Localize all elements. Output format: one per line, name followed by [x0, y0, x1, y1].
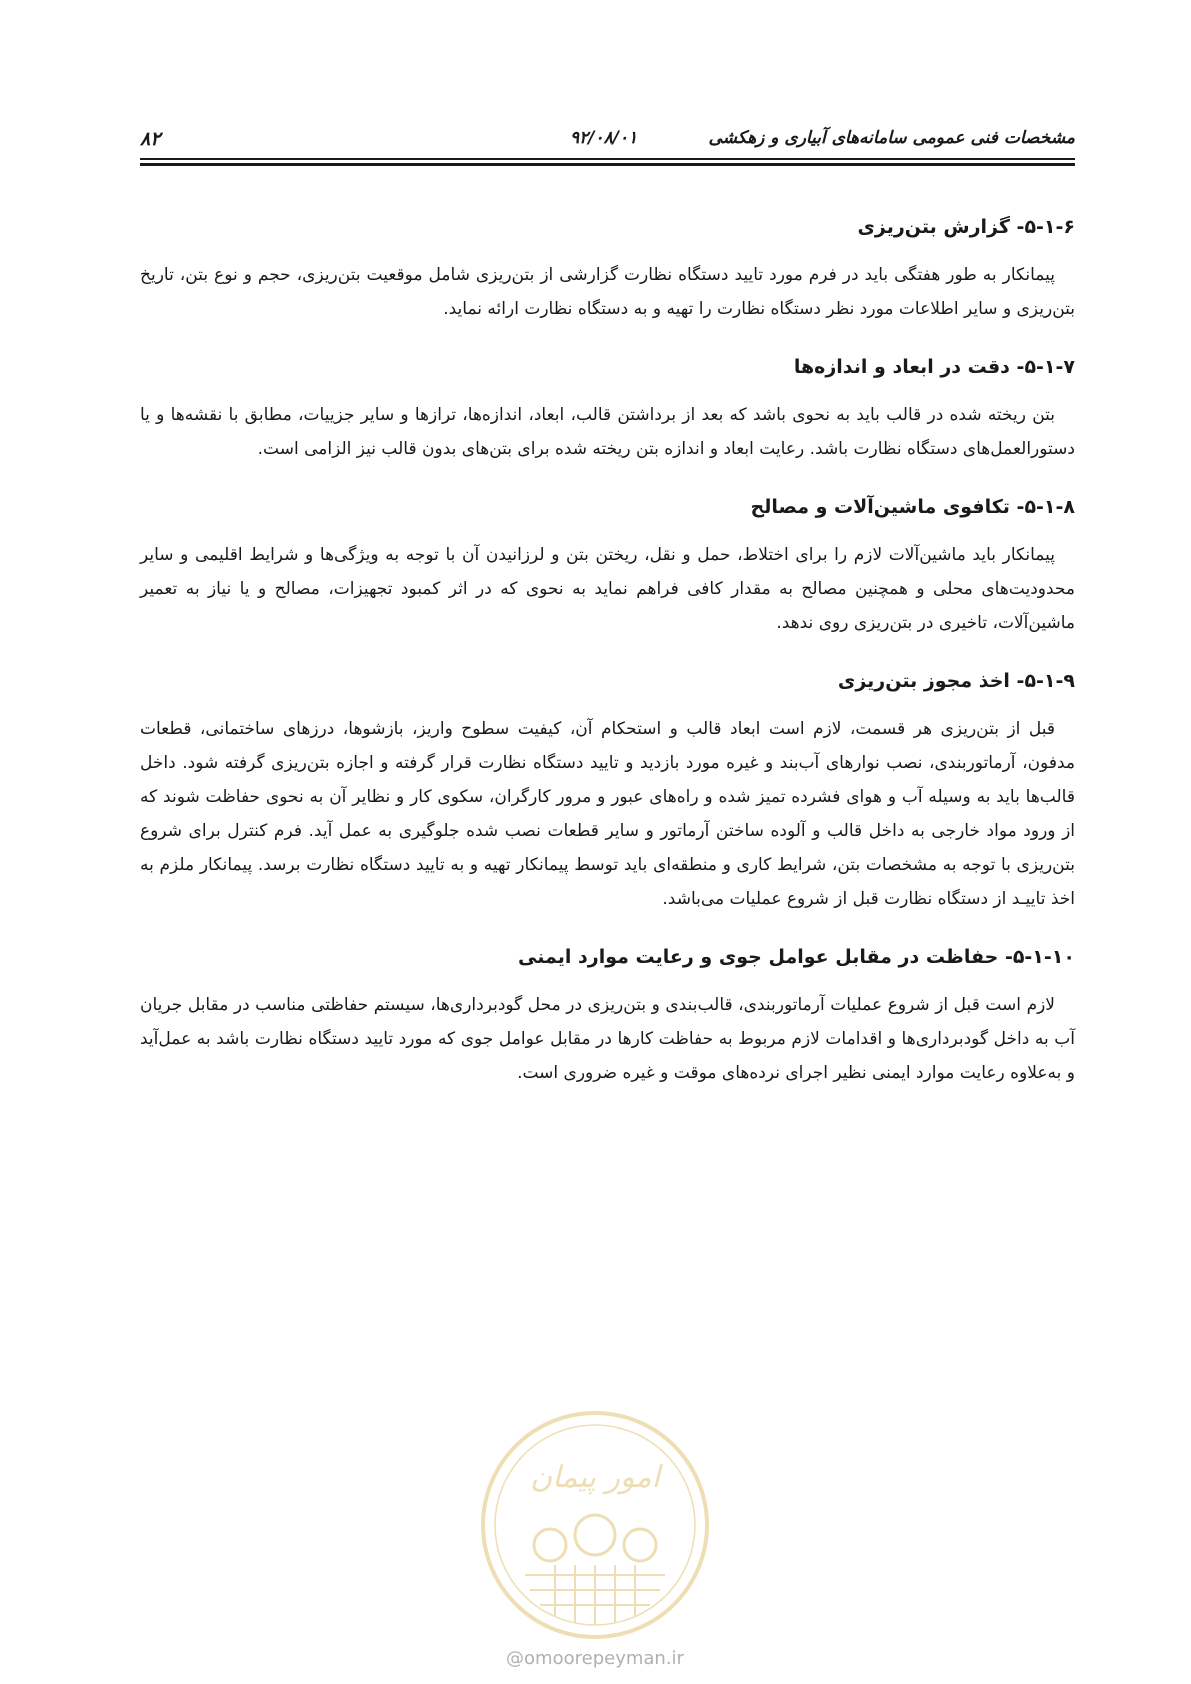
section-heading: ۵-۱-۹- اخذ مجوز بتن‌ریزی: [837, 670, 1075, 692]
section-paragraph: پیمانکار به طور هفتگی باید در فرم مورد تایید دستگاه نظارت گزارشی از بتن‌ریزی شامل موقعیت بتن‌ریزی، حجم و نوع بتن، تاریخ بتن‌ریزی و سایر اطلاعات مورد نظر دستگاه نظارت را تهیه و به دستگاه نظارت ارائه نماید.: [140, 265, 1075, 319]
header-rule-thin: [140, 158, 1075, 160]
watermark-url: @omoorepeyman.ir: [506, 1648, 684, 1669]
page-number: ۸۲: [140, 128, 161, 150]
seal-icon: [475, 1405, 715, 1645]
section-paragraph: بتن ریخته شده در قالب باید به نحوی باشد که بعد از برداشتن قالب، ابعاد، اندازه‌ها، ترازها و سایر جزییات، مطابق با نقشه‌ها و یا دستورالعمل‌های دستگاه نظارت باشد. رعایت ابعاد و اندازه بتن ریخته شده برای بتن‌های بدون قالب نیز الزامی است.: [140, 405, 1075, 459]
section-dimension-accuracy: [140, 350, 1075, 466]
section-pour-permit: [140, 664, 1075, 916]
header-date: ۹۲/۰۸/۰۱: [570, 128, 638, 148]
watermark-seal: [475, 1405, 715, 1645]
seal-text: امور پیمان: [530, 1460, 660, 1495]
header-rule-thick: [140, 163, 1075, 166]
section-paragraph: لازم است قبل از شروع عملیات آرماتوربندی، قالب‌بندی و بتن‌ریزی در محل گودبرداری‌ها، سیستم حفاظتی مناسب در مقابل جریان آب به داخل گودبرداری‌ها و اقدامات لازم مربوط به حفاظت کارها در مقابل عوامل جوی که مورد تایید دستگاه نظارت باشد به عمل‌آید و به‌علاوه رعایت موارد ایمنی نظیر اجرای نرده‌های موقت و غیره ضروری است.: [140, 995, 1075, 1083]
section-weather-safety: [140, 940, 1075, 1090]
running-title: مشخصات فنی عمومی سامانه‌های آبیاری و زهکشی: [708, 128, 1075, 148]
document-body: [140, 210, 1075, 1114]
section-concrete-report: [140, 210, 1075, 326]
section-machinery-materials: [140, 490, 1075, 640]
section-paragraph: قبل از بتن‌ریزی هر قسمت، لازم است ابعاد قالب و استحکام آن، کیفیت سطوح واریز، بازشوها، درزهای ساختمانی، قطعات مدفون، آرماتوربندی، نصب نوارهای آب‌بند و غیره مورد بازدید و تایید دستگاه نظارت قرار گرفته و اجازه بتن‌ریزی گرفته شود. داخل قالب‌ها باید به وسیله آب و هوای فشرده تمیز شده و راه‌های عبور و مرور کارگران، سکوی کار و نظایر آن به نحوی حفاظت شوند که از ورود مواد خارجی به داخل قالب و آلوده ساختن آرماتور و سایر قطعات نصب شده جلوگیری به عمل آید. فرم کنترل برای شروع بتن‌ریزی با توجه به مشخصات بتن، شرایط کاری و منطقه‌ای باید توسط پیمانکار تهیه و به تایید دستگاه نظارت برسد. پیمانکار ملزم به اخذ تاییـد از دستگاه نظارت قبل از شروع عملیات می‌باشد.: [140, 719, 1075, 909]
section-heading: ۵-۱-۶- گزارش بتن‌ریزی: [857, 216, 1075, 238]
section-paragraph: پیمانکار باید ماشین‌آلات لازم را برای اختلاط، حمل و نقل، ریختن بتن و لرزانیدن آن با توجه به ویژگی‌ها و شرایط اقلیمی و سایر محدودیت‌های محلی و همچنین مصالح به مقدار کافی فراهم نماید به نحوی که در اثر کمبود تجهیزات، مصالح و یا نیاز به تعمیر ماشین‌آلات، تاخیری در بتن‌ریزی روی ندهد.: [140, 545, 1075, 633]
section-heading: ۵-۱-۷- دقت در ابعاد و اندازه‌ها: [793, 356, 1075, 378]
section-heading: ۵-۱-۱۰- حفاظت در مقابل عوامل جوی و رعایت موارد ایمنی: [518, 946, 1075, 968]
page-header: [140, 124, 1075, 160]
section-heading: ۵-۱-۸- تکافوی ماشین‌آلات و مصالح: [750, 496, 1075, 518]
